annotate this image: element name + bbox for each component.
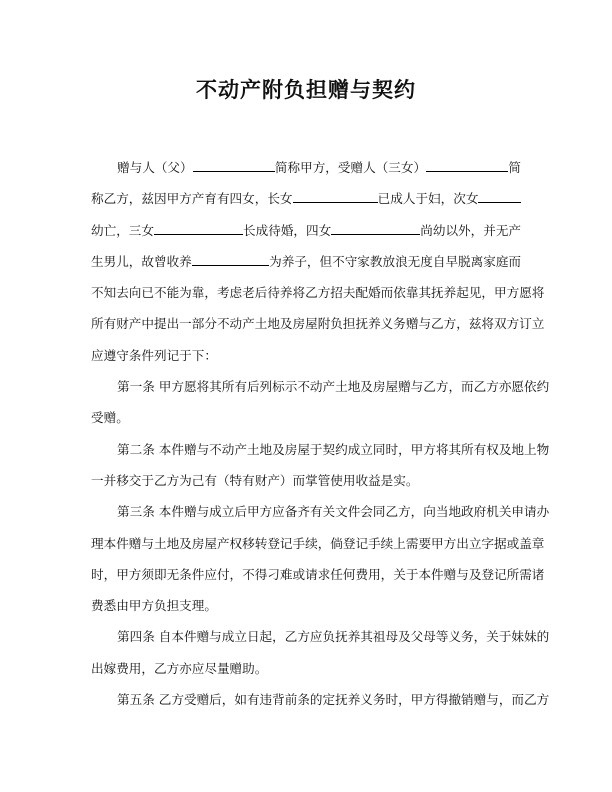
article-3-line: 第三条 本件赠与成立后甲方应备齐有关文件会同乙方，向当地政府机关申请办 xyxy=(117,504,550,520)
intro-line xyxy=(91,188,521,219)
article-1-line: 受赠。 xyxy=(91,410,129,426)
article-2-line: 一并移交于乙方为己有（特有财产）而掌管使用收益是实。 xyxy=(91,472,419,488)
text: 幼亡，三女 xyxy=(91,222,154,238)
fourth-daughter-blank[interactable] xyxy=(331,221,420,235)
eldest-daughter-blank[interactable] xyxy=(293,189,378,203)
second-daughter-blank[interactable] xyxy=(478,189,521,203)
article-5-line: 第五条 乙方受赠后，如有违背前条的定抚养义务时，甲方得撤销赠与，而乙方 xyxy=(117,692,550,708)
donee-name-blank[interactable] xyxy=(426,158,508,172)
text: 赠与人（父） xyxy=(117,160,193,175)
article-4-line: 第四条 自本件赠与成立日起，乙方应负抚养其祖母及父母等义务，关于妹妹的 xyxy=(117,629,550,645)
text: 简称甲方，受赠人（三女） xyxy=(274,160,427,175)
adopted-son-blank[interactable] xyxy=(192,252,269,266)
article-3-line: 时，甲方须即无条件应付，不得刁难或请求任何费用，关于本件赠与及登记所需诸 xyxy=(91,566,545,582)
text: 为养子，但不守家教放浪无度自早脱离家庭而 xyxy=(269,253,521,269)
article-1-line: 第一条 甲方愿将其所有后列标示不动产土地及房屋赠与乙方，而乙方亦愿依约 xyxy=(117,379,550,395)
text: 已成人于妇，次女 xyxy=(377,191,479,207)
donor-name-blank[interactable] xyxy=(193,158,275,172)
article-3-line: 费悉由甲方负担支理。 xyxy=(91,598,217,614)
text: 生男儿，故曾收养 xyxy=(91,253,192,269)
intro-line xyxy=(91,220,521,251)
intro-line: 不知去向已不能为靠，考虑老后待养将乙方招夫配婚而依靠其抚养起见，甲方愿将 xyxy=(91,285,545,301)
document-body xyxy=(91,157,550,720)
article-4-line: 出嫁费用，乙方亦应尽量赠助。 xyxy=(91,660,268,676)
article-2-line: 第二条 本件赠与不动产土地及房屋于契约成立同时，甲方将其所有权及地上物 xyxy=(117,441,550,457)
intro-line xyxy=(91,157,521,188)
text: 尚幼以外，并无产 xyxy=(420,222,521,238)
intro-line xyxy=(91,251,521,282)
text: 简 xyxy=(508,160,521,175)
intro-line: 应遵守条件列记于下： xyxy=(91,347,217,363)
intro-line: 所有财产中提出一部分不动产土地及房屋附负担抚养义务赠与乙方，兹将双方订立 xyxy=(91,316,545,332)
text: 称乙方，兹因甲方产育有四女，长女 xyxy=(91,191,293,207)
article-3-line: 理本件赠与土地及房屋产权移转登记手续，倘登记手续上需要甲方出立字据或盖章 xyxy=(91,535,545,551)
text: 长成待婚，四女 xyxy=(243,222,332,238)
document-title: 不动产附负担赠与契约 xyxy=(196,78,416,102)
third-daughter-blank[interactable] xyxy=(154,221,243,235)
